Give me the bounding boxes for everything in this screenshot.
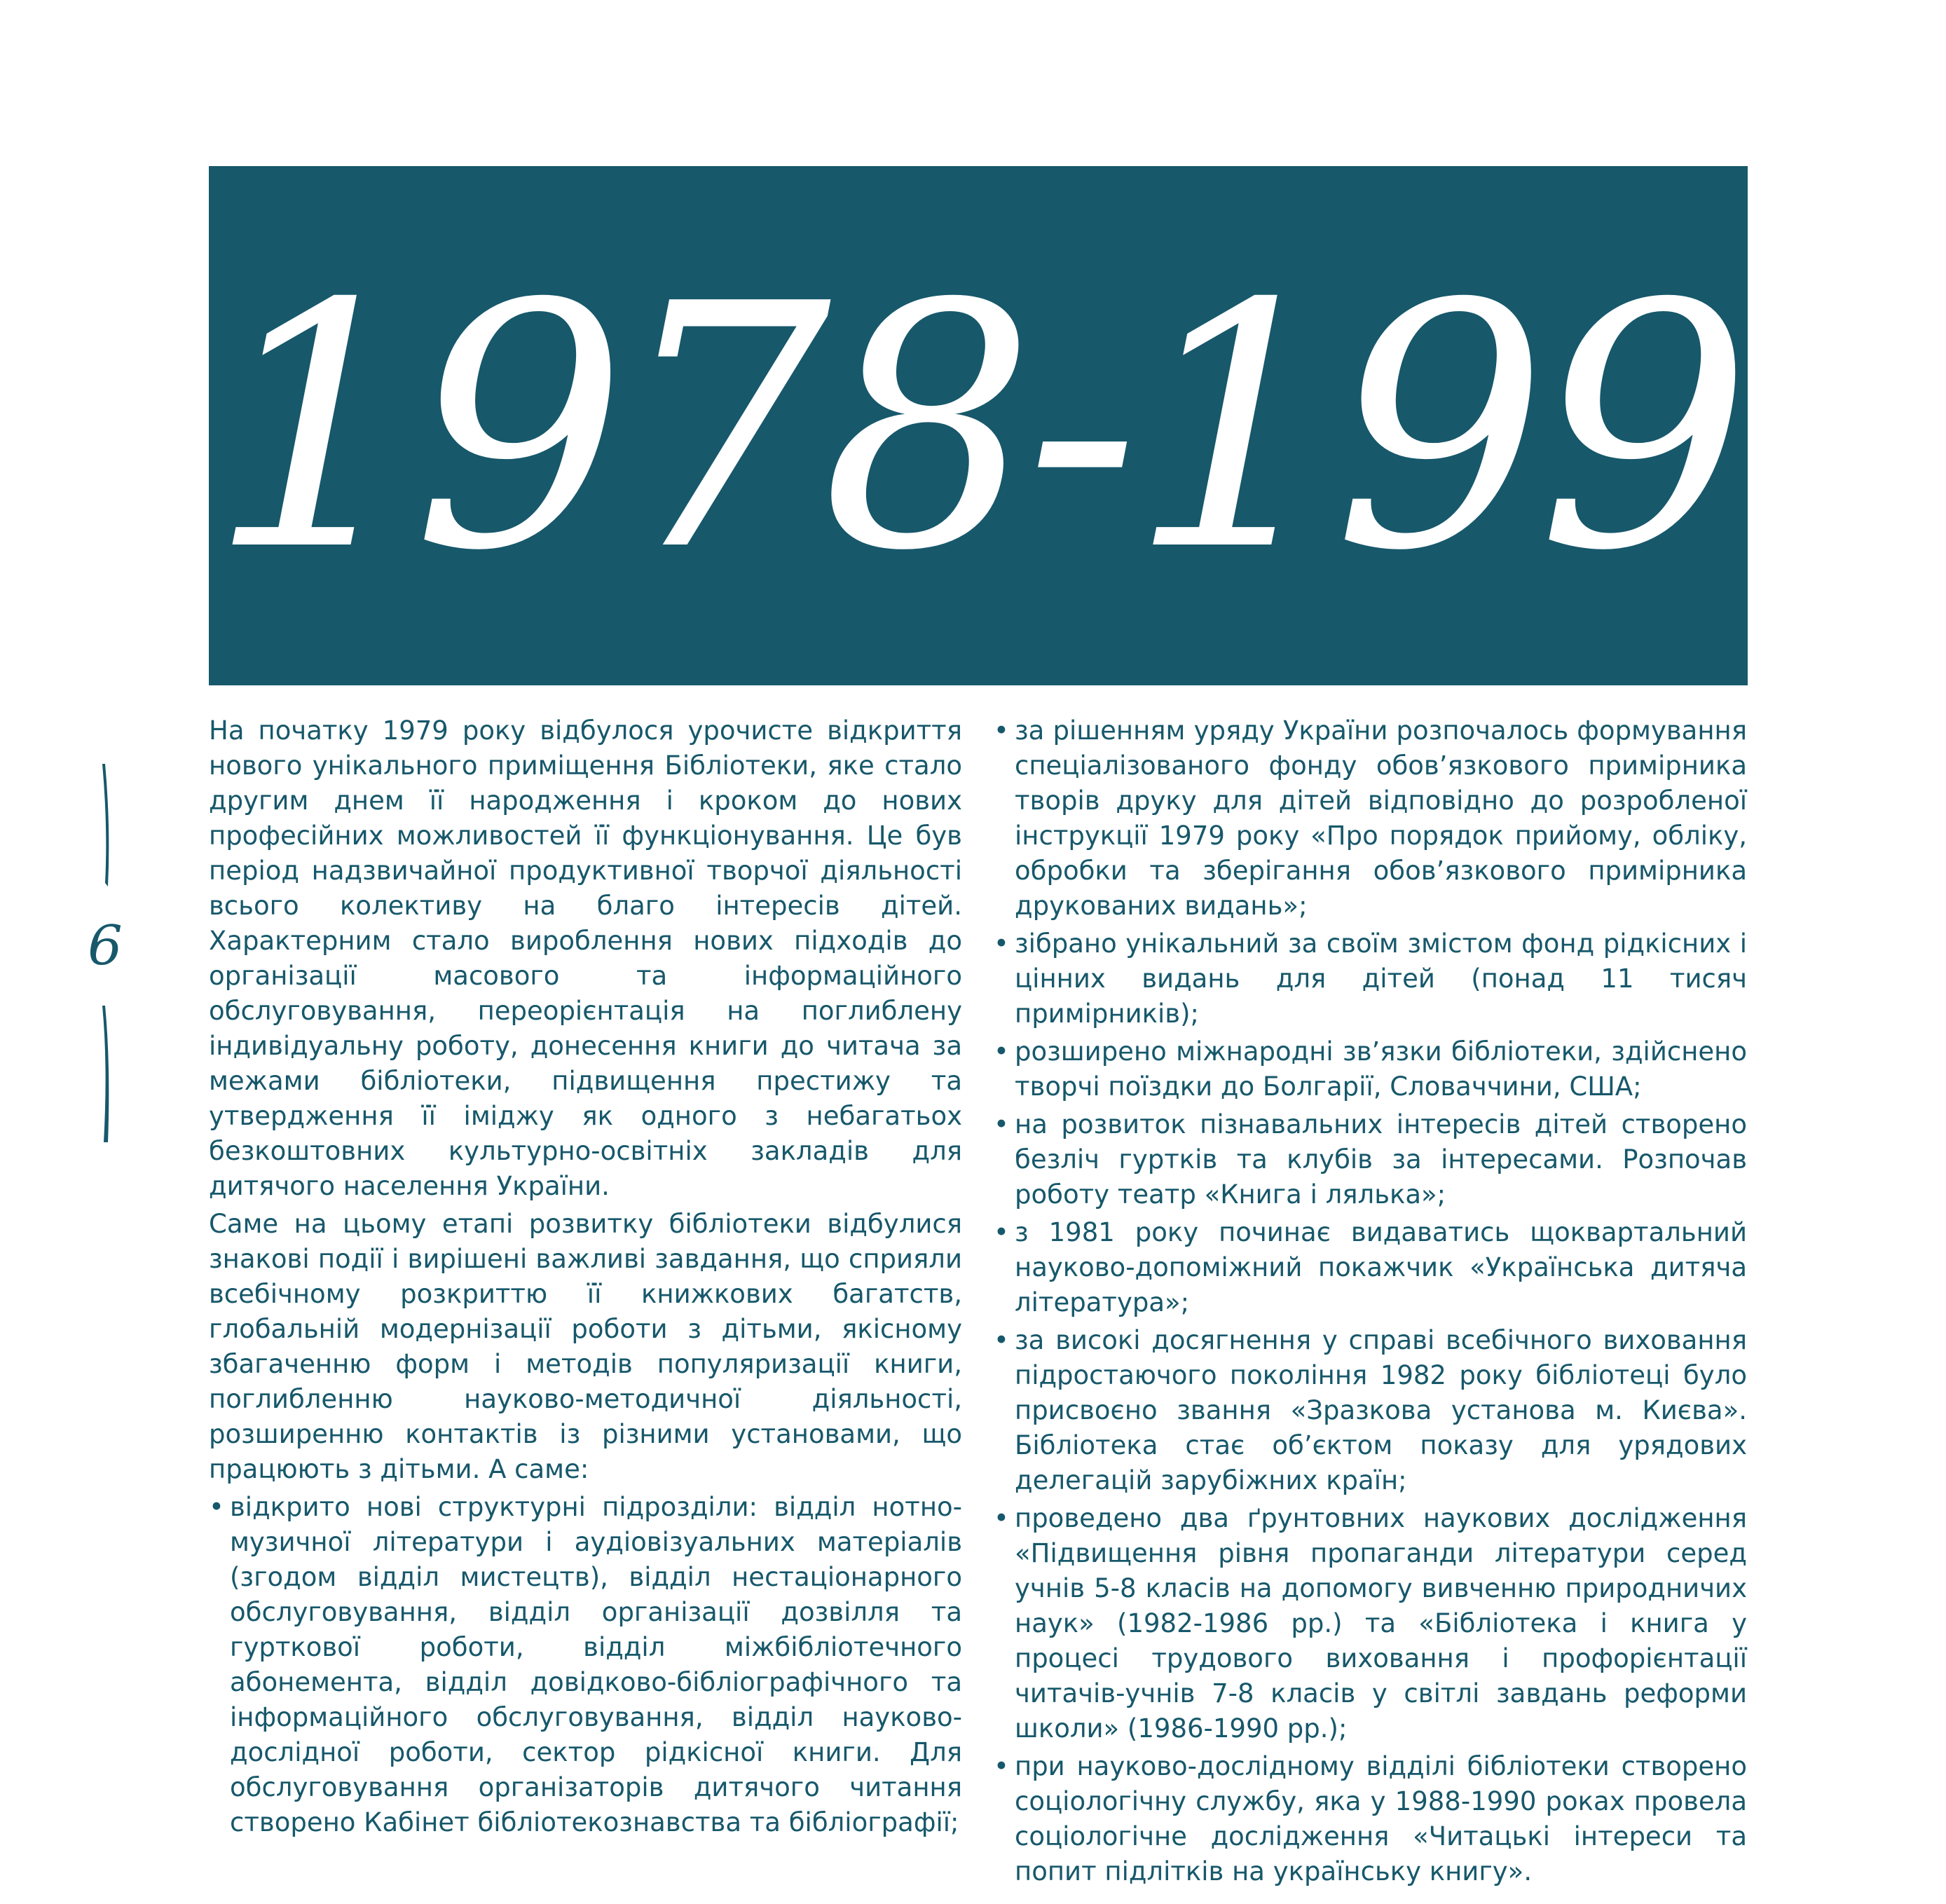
- list-item-text: зібрано унікальний за своїм змістом фонд рідкісних і цінних видань для дітей (понад 11 тисяч примірників);: [1015, 929, 1747, 1029]
- bullet-icon: •: [994, 1036, 1009, 1067]
- bullet-icon: •: [994, 1109, 1009, 1139]
- list-item: [994, 1215, 1747, 1320]
- bullet-icon: •: [994, 1751, 1009, 1781]
- header-banner: [209, 166, 1946, 685]
- page-number: 6: [88, 915, 123, 978]
- list-item-text: за високі досягнення у справі всебічного виховання підростаючого покоління 1982 року бібліотеці було присвоєно звання «Зразкова установа м. Києва». Бібліотека стає об’єктом показу для урядових делегацій зарубіжних країн;: [1015, 1325, 1747, 1495]
- page-marker-line-bottom: [102, 1006, 109, 1142]
- right-column: [994, 713, 1747, 1892]
- list-item-text: проведено два ґрунтовних наукових дослідження «Підвищення рівня пропаганди літератури серед учнів 5-8 класів на допомогу вивченню природничих наук» (1982-1986 рр.) та «Бібліотека і книга у процесі трудового виховання і профорієнтації читачів-учнів 7-8 класів у світлі завдань реформи школи» (1986-1990 рр.);: [1015, 1503, 1747, 1744]
- left-bullet-list: [209, 1490, 962, 1840]
- bullet-icon: •: [994, 1325, 1009, 1355]
- bullet-icon: •: [994, 1217, 1009, 1247]
- list-item: [994, 1749, 1747, 1889]
- page-marker: [77, 764, 133, 1142]
- list-item-text: при науково-дослідному відділі бібліотеки створено соціологічну службу, яка у 1988-1990 роках провела соціологічне дослідження «Читацькі інтереси та попит підлітків на українську книгу».: [1015, 1751, 1747, 1886]
- list-item: [209, 1490, 962, 1840]
- list-item-text: відкрито нові структурні підрозділи: відділ нотно-музичної літератури і аудіовізуальних матеріалів (згодом відділ мистецтв), відділ нестаціонарного обслуговування, відділ організації дозвілля та гурткової роботи, відділ міжбібліотечного абонемента, відділ довідково-бібліографічного та інформаційного обслуговування, відділ науково-дослідної роботи, сектор рідкісної книги. Для обслуговування організаторів дитячого читання створено Кабінет бібліотекознавства та бібліографії;: [230, 1492, 962, 1837]
- second-paragraph: Саме на цьому етапі розвитку бібліотеки відбулися знакові події і вирішені важливі завдання, що сприяли всебічному розкриттю її книжкових багатств, глобальній модернізації роботи з дітьми, якісному збагаченню форм і методів популяризації книги, поглибленню науково-методичної діяльності, розширенню контактів із різними установами, що працюють з дітьми. А саме:: [209, 1209, 962, 1484]
- list-item: [994, 1501, 1747, 1746]
- intro-paragraph: На початку 1979 року відбулося урочисте відкриття нового унікального приміщення Бібліотеки, яке стало другим днем її народження і кроком до нових професійних можливостей її функціонування. Це був період надзвичайної продуктивної творчої діяльності всього колективу на благо інтересів дітей. Характерним стало вироблення нових підходів до організації масового та інформаційного обслуговування, переорієнтація на поглиблену індивідуальну роботу, донесення книги до читача за межами бібліотеки, підвищення престижу та утвердження її іміджу як одного з небагатьох безкоштовних культурно-освітніх закладів для дитячого населення України.: [209, 715, 962, 1201]
- page-marker-line-top: [102, 764, 109, 886]
- list-item: [994, 713, 1747, 924]
- bullet-icon: •: [209, 1492, 224, 1522]
- bullet-icon: •: [994, 929, 1009, 959]
- bullet-icon: •: [994, 715, 1009, 746]
- list-item: [994, 1034, 1747, 1104]
- left-column: [209, 713, 962, 1843]
- list-item: [994, 1323, 1747, 1498]
- header-years: 1978-1990: [209, 233, 1946, 624]
- list-item-text: розширено міжнародні зв’язки бібліотеки, здійснено творчі поїздки до Болгарії, Словаччини, США;: [1015, 1036, 1747, 1102]
- list-item: [994, 1107, 1747, 1212]
- list-item-text: на розвиток пізнавальних інтересів дітей створено безліч гуртків та клубів за інтересами. Розпочав роботу театр «Книга і лялька»;: [1015, 1109, 1747, 1210]
- list-item-text: за рішенням уряду України розпочалось формування спеціалізованого фонду обов’язкового примірника творів друку для дітей відповідно до розробленої інструкції 1979 року «Про порядок прийому, обліку, обробки та зберігання обов’язкового примірника друкованих видань»;: [1015, 715, 1747, 921]
- list-item-text: з 1981 року починає видаватись щоквартальний науково-допоміжний покажчик «Українська дитяча література»;: [1015, 1217, 1747, 1317]
- list-item: [994, 926, 1747, 1032]
- bullet-icon: •: [994, 1503, 1009, 1533]
- right-bullet-list: [994, 713, 1747, 1889]
